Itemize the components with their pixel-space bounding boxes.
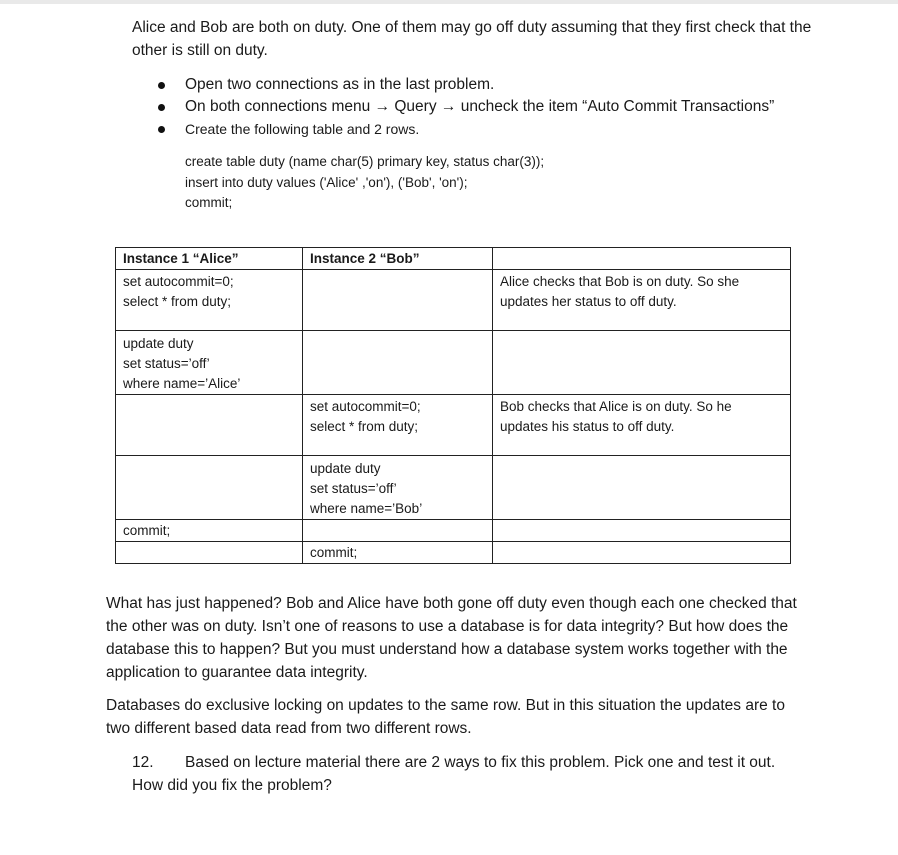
cell-instance-2	[303, 395, 493, 456]
cell-instance-2	[303, 456, 493, 520]
sql-line: commit;	[185, 195, 233, 210]
cell-line: update duty	[310, 461, 381, 476]
cell-notes	[493, 395, 791, 456]
cell-line: where name=’Alice’	[123, 376, 241, 391]
setup-sql-block	[185, 152, 544, 214]
instruction-item: Create the following table and 2 rows.	[150, 118, 774, 140]
cell-line: update duty	[123, 336, 194, 351]
cell-notes	[493, 542, 791, 564]
cell-notes	[493, 520, 791, 542]
cell-instance-2	[303, 331, 493, 395]
cell-instance-1	[116, 331, 303, 395]
cell-line: set status=’off’	[310, 481, 397, 496]
sql-line: create table duty (name char(5) primary key, status char(3));	[185, 154, 545, 169]
cell-line: updates his status to off duty.	[500, 419, 675, 434]
cell-line: Bob checks that Alice is on duty. So he	[500, 399, 732, 414]
cell-instance-1	[116, 542, 303, 564]
cell-line: updates her status to off duty.	[500, 294, 677, 309]
instance-table	[115, 247, 791, 564]
cell-instance-2	[303, 270, 493, 331]
table-row	[116, 331, 791, 395]
cell-instance-1	[116, 395, 303, 456]
cell-line: set status=’off’	[123, 356, 210, 371]
cell-line: set autocommit=0;	[123, 274, 234, 289]
page-top-border	[0, 0, 898, 4]
cell-notes	[493, 331, 791, 395]
cell-instance-1	[116, 456, 303, 520]
instruction-item: Open two connections as in the last problem.	[150, 74, 774, 96]
locking-paragraph: Databases do exclusive locking on updates to the same row. But in this situation the updates are to two different based data read from two different rows.	[106, 697, 785, 737]
cell-line: commit;	[123, 523, 171, 538]
table-row	[116, 456, 791, 520]
cell-line: where name=’Bob’	[310, 501, 423, 516]
cell-line: select * from duty;	[123, 294, 232, 309]
cell-notes	[493, 270, 791, 331]
cell-instance-2	[303, 542, 493, 564]
sql-line: insert into duty values ('Alice' ,'on'), ('Bob', 'on');	[185, 174, 468, 190]
explanation-paragraph: What has just happened? Bob and Alice have both gone off duty even though each one checked that the other was on duty. Isn’t one of reasons to use a database is for data integrity? But how does the database this to happen? But you must understand how a database system works together with the application to guarantee data integrity.	[106, 595, 797, 681]
table-row	[116, 520, 791, 542]
cell-notes	[493, 456, 791, 520]
header-notes	[493, 248, 791, 270]
intro-paragraph: Alice and Bob are both on duty. One of them may go off duty assuming that they first check that the other is still on duty.	[132, 19, 812, 59]
cell-instance-1	[116, 520, 303, 542]
cell-line: commit;	[310, 545, 358, 560]
instruction-item: On both connections menu → Query → uncheck the item “Auto Commit Transactions”	[150, 96, 774, 118]
question-text: Based on lecture material there are 2 ways to fix this problem. Pick one and test it out. How did you fix the problem?	[132, 754, 776, 794]
question-number: 12.	[132, 754, 154, 771]
header-instance-2: Instance 2 “Bob”	[303, 248, 493, 270]
cell-line: Alice checks that Bob is on duty. So she	[500, 274, 740, 289]
table-row	[116, 270, 791, 331]
cell-line: select * from duty;	[310, 419, 419, 434]
table-row	[116, 395, 791, 456]
question-12	[132, 751, 792, 797]
cell-instance-2	[303, 520, 493, 542]
cell-instance-1	[116, 270, 303, 331]
table-header-row	[116, 248, 791, 270]
instruction-list	[150, 74, 774, 140]
header-instance-1: Instance 1 “Alice”	[116, 248, 303, 270]
table-row	[116, 542, 791, 564]
cell-line: set autocommit=0;	[310, 399, 421, 414]
